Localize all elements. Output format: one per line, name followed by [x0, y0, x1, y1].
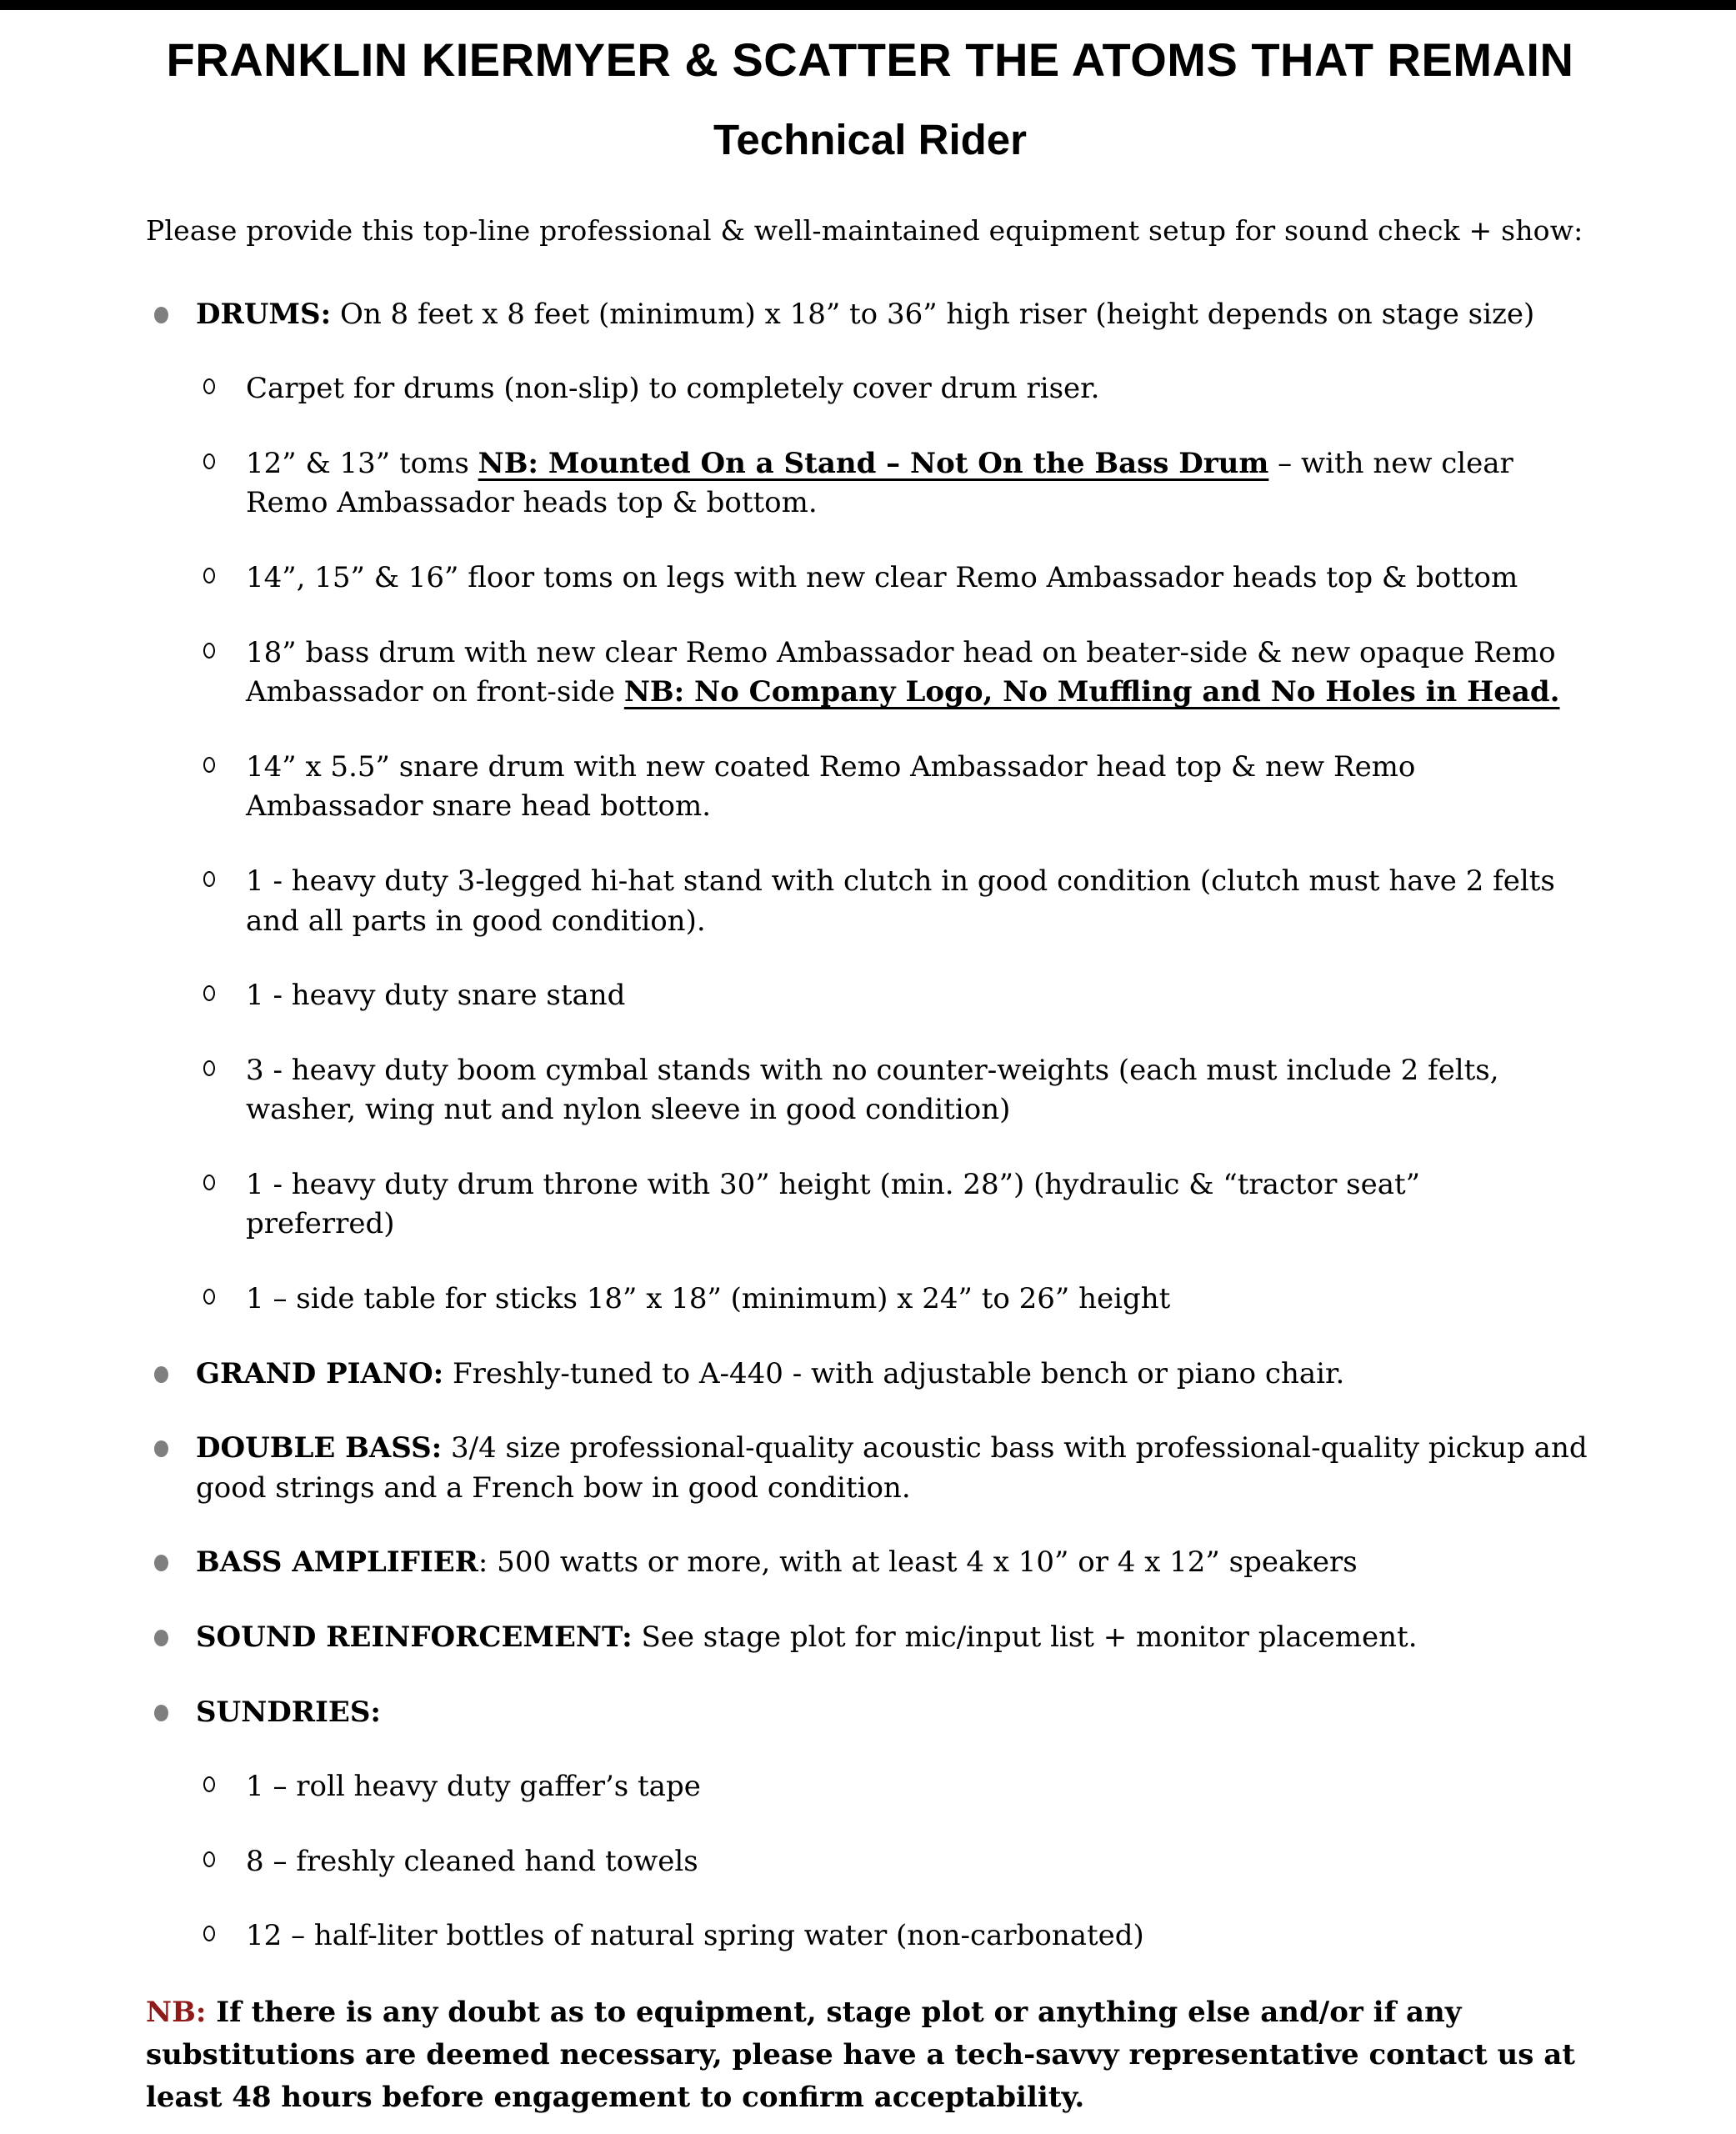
text-segment: 1 - heavy duty snare stand — [246, 979, 626, 1013]
document-subtitle: Technical Rider — [713, 116, 1027, 164]
sub-item-text — [246, 1845, 698, 1878]
item-label: SOUND REINFORCEMENT: — [196, 1621, 633, 1655]
document-title: FRANKLIN KIERMYER & SCATTER THE ATOMS THAT REMAIN — [166, 33, 1574, 86]
item-text — [196, 298, 1534, 331]
equipment-list — [146, 295, 1594, 1956]
sub-item-text — [246, 979, 625, 1012]
bullet-circle-icon — [203, 1175, 215, 1190]
bullet-circle-icon — [203, 453, 215, 469]
sub-item-text — [246, 372, 1099, 405]
item-text — [196, 1545, 1358, 1579]
sub-item-text — [246, 750, 1415, 824]
text-segment: 3/4 size professional-quality acoustic bass with professional-quality pickup and good strings and a French bow in good condition. — [196, 1431, 1588, 1505]
sub-item — [196, 634, 1563, 713]
bullet-circle-icon — [203, 1926, 215, 1941]
sub-item-text — [246, 561, 1518, 594]
sub-item-text — [246, 1770, 701, 1803]
equipment-item — [146, 1429, 1594, 1508]
text-segment: 1 – side table for sticks 18” x 18” (minimum) x 24” to 26” height — [246, 1282, 1171, 1316]
bullet-circle-icon — [203, 378, 215, 394]
item-text — [196, 1357, 1344, 1390]
bullet-circle-icon — [203, 985, 215, 1001]
item-label: DRUMS: — [196, 297, 332, 331]
item-text — [196, 1696, 381, 1729]
nb-emphasis: NB: No Company Logo, No Muffling and No Holes in Head. — [623, 675, 1560, 709]
text-segment: If there is any doubt as to equipment, stage plot or anything else and/or if any substitutions are deemed necessary, please have a tech-savvy representative contact us at least 48 hours before engagement to confirm acceptability. — [146, 1996, 1575, 2114]
sub-item-text — [246, 1919, 1144, 1952]
item-text — [196, 1621, 1418, 1654]
text-segment: On 8 feet x 8 feet (minimum) x 18” to 36” high riser (height depends on stage size) — [331, 297, 1535, 331]
bullet-dot-icon — [154, 1630, 168, 1646]
text-segment: 14”, 15” & 16” floor toms on legs with new clear Remo Ambassador heads top & bottom — [246, 560, 1518, 594]
sub-item — [196, 1051, 1563, 1130]
text-segment: Carpet for drums (non-slip) to completely cover drum riser. — [246, 372, 1100, 406]
bullet-dot-icon — [154, 307, 168, 323]
sub-item — [196, 862, 1563, 941]
sub-item — [196, 1767, 1563, 1807]
item-label: DOUBLE BASS: — [196, 1431, 443, 1465]
equipment-item — [146, 1693, 1594, 1956]
sub-item — [196, 1916, 1563, 1956]
sub-item — [196, 1280, 1563, 1320]
sub-item — [196, 559, 1563, 599]
text-segment: 12 – half-liter bottles of natural spring water (non-carbonated) — [246, 1919, 1144, 1953]
top-bar — [0, 0, 1736, 10]
bullet-dot-icon — [154, 1705, 168, 1721]
sub-item-text — [246, 1054, 1499, 1127]
text-segment: 1 – roll heavy duty gaffer’s tape — [246, 1770, 701, 1804]
bullet-circle-icon — [203, 1851, 215, 1867]
item-label: SUNDRIES: — [196, 1695, 381, 1729]
sub-item-text — [246, 1282, 1170, 1315]
bullet-circle-icon — [203, 757, 215, 773]
sub-list — [196, 1767, 1594, 1956]
text-segment: 1 - heavy duty drum throne with 30” height (min. 28”) (hydraulic & “tractor seat” preferred) — [246, 1167, 1421, 1241]
sub-item-text — [246, 636, 1560, 709]
sub-item — [196, 748, 1563, 827]
note-paragraph — [146, 1991, 1594, 2119]
bullet-dot-icon — [154, 1555, 168, 1571]
sub-item-text — [246, 447, 1513, 520]
item-label: GRAND PIANO: — [196, 1356, 444, 1390]
bullet-circle-icon — [203, 568, 215, 584]
intro-paragraph: Please provide this top-line professional & well-maintained equipment setup for sound check + show: — [146, 213, 1583, 247]
text-segment: 1 - heavy duty 3-legged hi-hat stand with clutch in good condition (clutch must have 2 felts and all parts in good condition). — [246, 864, 1555, 938]
sub-list — [196, 369, 1594, 1320]
bullet-circle-icon — [203, 1776, 215, 1792]
equipment-item — [146, 1618, 1594, 1658]
nb-emphasis: NB: Mounted On a Stand – Not On the Bass Drum — [478, 446, 1269, 480]
sub-item-text — [246, 1168, 1420, 1241]
bullet-circle-icon — [203, 1060, 215, 1076]
item-text — [196, 1431, 1588, 1505]
sub-item — [196, 1842, 1563, 1882]
sub-item — [196, 976, 1563, 1016]
text-segment: Freshly-tuned to A-440 - with adjustable bench or piano chair. — [443, 1356, 1345, 1390]
sub-item — [196, 444, 1563, 523]
bullet-circle-icon — [203, 871, 215, 887]
nb-label: NB: — [146, 1996, 207, 2029]
text-segment: 18” bass drum with new clear Remo Ambassador head on beater-side & new opaque Remo Ambassador on front-side — [246, 635, 1556, 709]
equipment-item — [146, 1355, 1594, 1395]
text-segment: – with new clear Remo Ambassador heads top & bottom. — [246, 446, 1513, 520]
bullet-dot-icon — [154, 1440, 168, 1457]
bullet-circle-icon — [203, 1289, 215, 1305]
bullet-circle-icon — [203, 643, 215, 659]
sub-item — [196, 369, 1563, 409]
sub-item-text — [246, 864, 1555, 938]
equipment-item — [146, 1543, 1594, 1583]
text-segment: : 500 watts or more, with at least 4 x 10” or 4 x 12” speakers — [478, 1545, 1358, 1580]
sub-item — [196, 1165, 1563, 1245]
text-segment: 8 – freshly cleaned hand towels — [246, 1844, 698, 1878]
text-segment: 3 - heavy duty boom cymbal stands with no counter-weights (each must include 2 felts, washer, wing nut and nylon sleeve in good condition) — [246, 1053, 1499, 1127]
text-segment: 14” x 5.5” snare drum with new coated Remo Ambassador head top & new Remo Ambassador snare head bottom. — [246, 749, 1416, 824]
document-page — [0, 33, 1736, 2119]
equipment-item — [146, 295, 1594, 1320]
text-segment: 12” & 13” toms — [246, 446, 478, 480]
item-label: BASS AMPLIFIER — [196, 1545, 478, 1580]
bullet-dot-icon — [154, 1366, 168, 1383]
text-segment: See stage plot for mic/input list + monitor placement. — [632, 1621, 1418, 1655]
